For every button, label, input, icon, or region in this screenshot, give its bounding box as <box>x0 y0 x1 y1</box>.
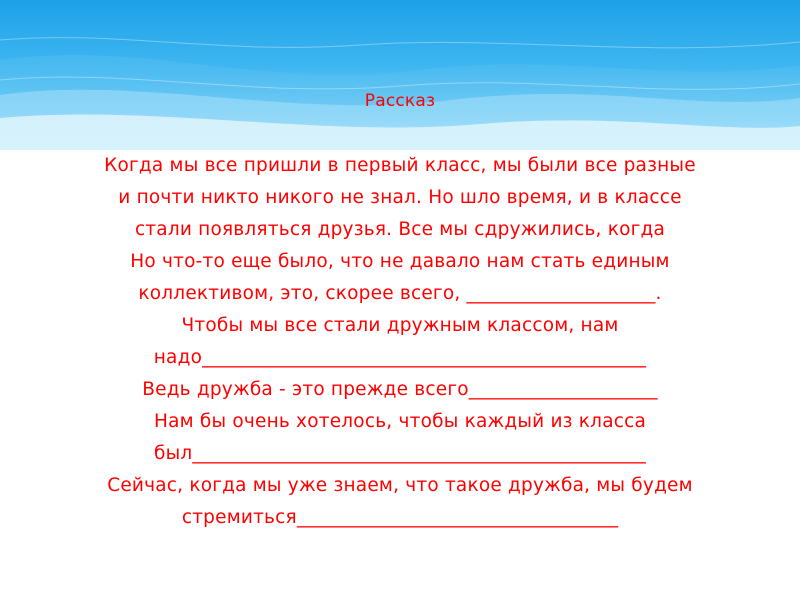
story-line-2: и почти никто никого не знал. Но шло время, и в классе <box>118 187 682 208</box>
story-title: Рассказ <box>364 91 436 111</box>
story-line-7: надо_______________________________________________ <box>153 347 647 368</box>
story-line-12: стремиться__________________________________ <box>181 507 619 528</box>
story-line-8: Ведь дружба - это прежде всего____________________ <box>142 379 658 400</box>
story-text-block <box>40 88 760 534</box>
story-line-9: Нам бы очень хотелось, чтобы каждый из класса <box>153 411 647 432</box>
story-line-3: стали появляться друзья. Все мы сдружились, когда <box>134 219 666 240</box>
story-line-11: Сейчас, когда мы уже знаем, что такое дружба, мы будем <box>107 475 693 496</box>
story-line-4: Но что-то еще было, что не давало нам стать единым <box>130 251 670 272</box>
story-line-10: был________________________________________________ <box>153 443 647 464</box>
story-line-5: коллективом, это, скорее всего, ____________________. <box>138 283 662 304</box>
story-line-6: Чтобы мы все стали дружным классом, нам <box>181 315 619 336</box>
story-line-1: Когда мы все пришли в первый класс, мы были все разные <box>104 155 696 176</box>
